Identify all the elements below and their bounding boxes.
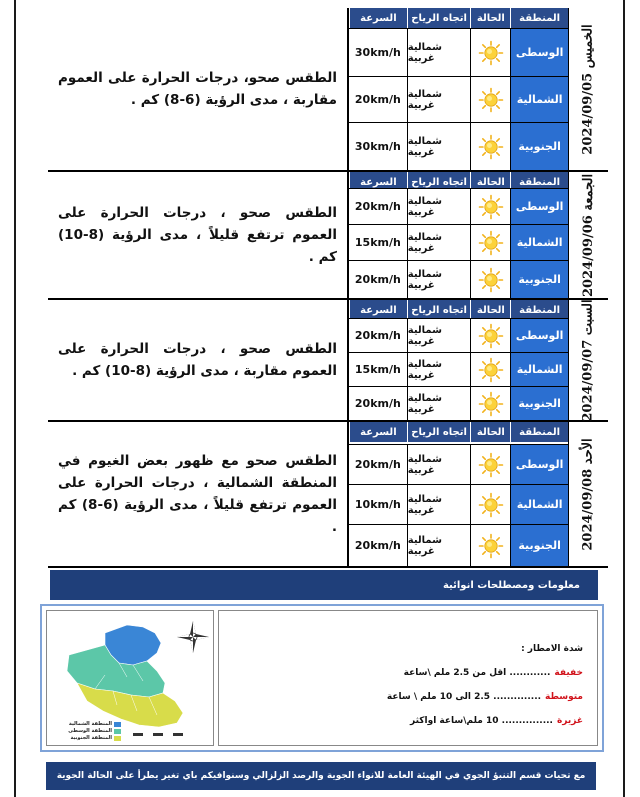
forecast-row (349, 224, 568, 260)
wind-dir-cell: شمالية غربية (407, 123, 471, 170)
wind-dir-cell: شمالية غربية (407, 319, 471, 352)
state-cell (470, 261, 510, 298)
day-description: الطقس صحو ، درجات الحرارة على العموم ترتفع قليلاً ، مدى الرؤية (8-10) كم . (48, 172, 348, 298)
speed-cell: 10km/h (349, 485, 407, 524)
speed-cell: 30km/h (349, 123, 407, 170)
state-cell (470, 77, 510, 122)
state-cell (470, 189, 510, 224)
state-cell (470, 445, 510, 484)
forecast-row (349, 188, 568, 224)
day-date: الأحد 2024/09/08 (581, 437, 596, 551)
state-cell (470, 225, 510, 260)
sun-icon (478, 230, 504, 256)
speed-cell: 20km/h (349, 525, 407, 566)
forecast-row (349, 260, 568, 298)
grid-header (349, 422, 568, 442)
rain-intensity-box (218, 610, 598, 746)
forecast-row (349, 386, 568, 420)
rain-heavy-row (233, 709, 583, 733)
day-date-column (568, 8, 608, 170)
rain-light-text: ............ اقل من 2.5 ملم \ساعة (403, 668, 551, 678)
rain-heavy-label: غزيرة (556, 716, 583, 726)
sun-icon (478, 533, 504, 559)
header-speed: السرعة (349, 8, 407, 28)
speed-cell: 20km/h (349, 387, 407, 420)
grid-header (349, 300, 568, 320)
state-cell (470, 319, 510, 352)
sun-icon (478, 87, 504, 113)
speed-cell: 20km/h (349, 261, 407, 298)
speed-cell: 20km/h (349, 189, 407, 224)
day-date: السبت 2024/09/07 (581, 298, 596, 422)
forecast-row (349, 444, 568, 484)
region-cell: الجنوبية (510, 387, 568, 420)
map-legend (51, 721, 121, 742)
region-cell: الشمالية (510, 77, 568, 122)
header-wind-dir: اتجاه الرياح (407, 422, 471, 442)
sun-icon (478, 134, 504, 160)
legend-swatch (114, 722, 121, 727)
speed-cell: 15km/h (349, 353, 407, 386)
region-cell: الوسطى (510, 189, 568, 224)
wind-dir-cell: شمالية غربية (407, 225, 471, 260)
region-cell: الجنوبية (510, 525, 568, 566)
header-state: الحالة (470, 172, 510, 192)
legend-item-south (51, 735, 121, 742)
wind-dir-cell: شمالية غربية (407, 387, 471, 420)
header-speed: السرعة (349, 300, 407, 320)
header-region: المنطقة (510, 8, 568, 28)
legend-label: المنطقة الوسطى (68, 728, 112, 734)
day-date: الخميس 2024/09/05 (581, 23, 596, 155)
sun-icon (478, 267, 504, 293)
day-date-column (568, 172, 608, 298)
forecast-row (349, 524, 568, 566)
rain-moderate-row (233, 685, 583, 709)
wind-dir-cell: شمالية غربية (407, 189, 471, 224)
region-cell: الشمالية (510, 225, 568, 260)
iraq-region-map (46, 610, 214, 746)
region-cell: الوسطى (510, 29, 568, 76)
forecast-grid (348, 300, 568, 420)
sun-icon (478, 492, 504, 518)
region-cell: الشمالية (510, 485, 568, 524)
forecast-row (349, 28, 568, 76)
speed-cell: 20km/h (349, 445, 407, 484)
info-section-title: معلومات ومصطلحات انوائية (50, 570, 598, 600)
day-block-4 (48, 422, 608, 568)
region-cell: الشمالية (510, 353, 568, 386)
state-cell (470, 485, 510, 524)
state-cell (470, 123, 510, 170)
forecast-row (349, 76, 568, 122)
day-block-3 (48, 300, 608, 422)
sun-icon (478, 452, 504, 478)
day-block-1 (48, 8, 608, 172)
sun-icon (478, 323, 504, 349)
header-wind-dir: اتجاه الرياح (407, 8, 471, 28)
wind-dir-cell: شمالية غربية (407, 485, 471, 524)
region-cell: الوسطى (510, 319, 568, 352)
forecast-grid (348, 422, 568, 566)
header-region: المنطقة (510, 172, 568, 192)
forecast-row (349, 352, 568, 386)
rain-heading-text: شدة الامطار : (521, 644, 583, 654)
legend-label: المنطقة الجنوبية (70, 735, 112, 741)
day-description: الطقس صحو مع ظهور بعض الغيوم في المنطقة الشمالية ، درجات الحرارة على العموم ترتفع قليلاً ، مدى الرؤية (6-8) كم . (48, 422, 348, 566)
wind-dir-cell: شمالية غربية (407, 29, 471, 76)
header-speed: السرعة (349, 172, 407, 192)
legend-swatch (114, 736, 121, 741)
sun-icon (478, 40, 504, 66)
forecast-row (349, 318, 568, 352)
sun-icon (478, 357, 504, 383)
day-description: الطقس صحو ، درجات الحرارة على العموم مقاربة ، مدى الرؤية (8-10) كم . (48, 300, 348, 420)
speed-cell: 30km/h (349, 29, 407, 76)
legend-swatch (114, 729, 121, 734)
rain-moderate-text: .............. 2.5 الى 10 ملم \ ساعة (386, 692, 542, 702)
header-state: الحالة (470, 8, 510, 28)
info-box (40, 604, 604, 752)
rain-moderate-label: متوسطة (545, 692, 583, 702)
sun-icon (478, 391, 504, 417)
day-date: الجمعة 2024/09/06 (581, 173, 597, 297)
speed-cell: 20km/h (349, 319, 407, 352)
legend-item-central (51, 728, 121, 735)
forecast-row (349, 122, 568, 170)
forecast-grid (348, 8, 568, 170)
rain-light-row (233, 661, 583, 685)
state-cell (470, 29, 510, 76)
region-cell: الجنوبية (510, 123, 568, 170)
rain-heading (233, 637, 583, 661)
sun-icon (478, 194, 504, 220)
header-region: المنطقة (510, 422, 568, 442)
compass-rose-icon (177, 621, 209, 653)
wind-dir-cell: شمالية غربية (407, 525, 471, 566)
day-description: الطقس صحو، درجات الحرارة على العموم مقاربة ، مدى الرؤية (6-8) كم . (48, 8, 348, 170)
header-state: الحالة (470, 300, 510, 320)
rain-light-label: خفيفة (554, 668, 583, 678)
footer-banner: مع تحيات قسم التنبؤ الجوي في الهيئة العامة للانواء الجوية والرصد الزلزالي وسنوافيكم باي تغير يطرأ على الحالة الجوية (46, 762, 596, 790)
wind-dir-cell: شمالية غربية (407, 261, 471, 298)
day-date-column (568, 300, 608, 420)
rain-heavy-text: ............... 10 ملم\ساعة اواكثر (410, 716, 553, 726)
header-wind-dir: اتجاه الرياح (407, 172, 471, 192)
day-date-column (568, 422, 608, 566)
region-cell: الجنوبية (510, 261, 568, 298)
header-region: المنطقة (510, 300, 568, 320)
legend-label: المنطقة الشمالية (68, 721, 112, 727)
wind-dir-cell: شمالية غربية (407, 445, 471, 484)
day-block-2 (48, 172, 608, 300)
forecast-grid (348, 172, 568, 298)
speed-cell: 20km/h (349, 77, 407, 122)
header-state: الحالة (470, 422, 510, 442)
header-speed: السرعة (349, 422, 407, 442)
header-wind-dir: اتجاه الرياح (407, 300, 471, 320)
state-cell (470, 353, 510, 386)
forecast-row (349, 484, 568, 524)
wind-dir-cell: شمالية غربية (407, 77, 471, 122)
state-cell (470, 525, 510, 566)
grid-header (349, 8, 568, 28)
wind-dir-cell: شمالية غربية (407, 353, 471, 386)
speed-cell: 15km/h (349, 225, 407, 260)
region-cell: الوسطى (510, 445, 568, 484)
legend-item-north (51, 721, 121, 728)
state-cell (470, 387, 510, 420)
